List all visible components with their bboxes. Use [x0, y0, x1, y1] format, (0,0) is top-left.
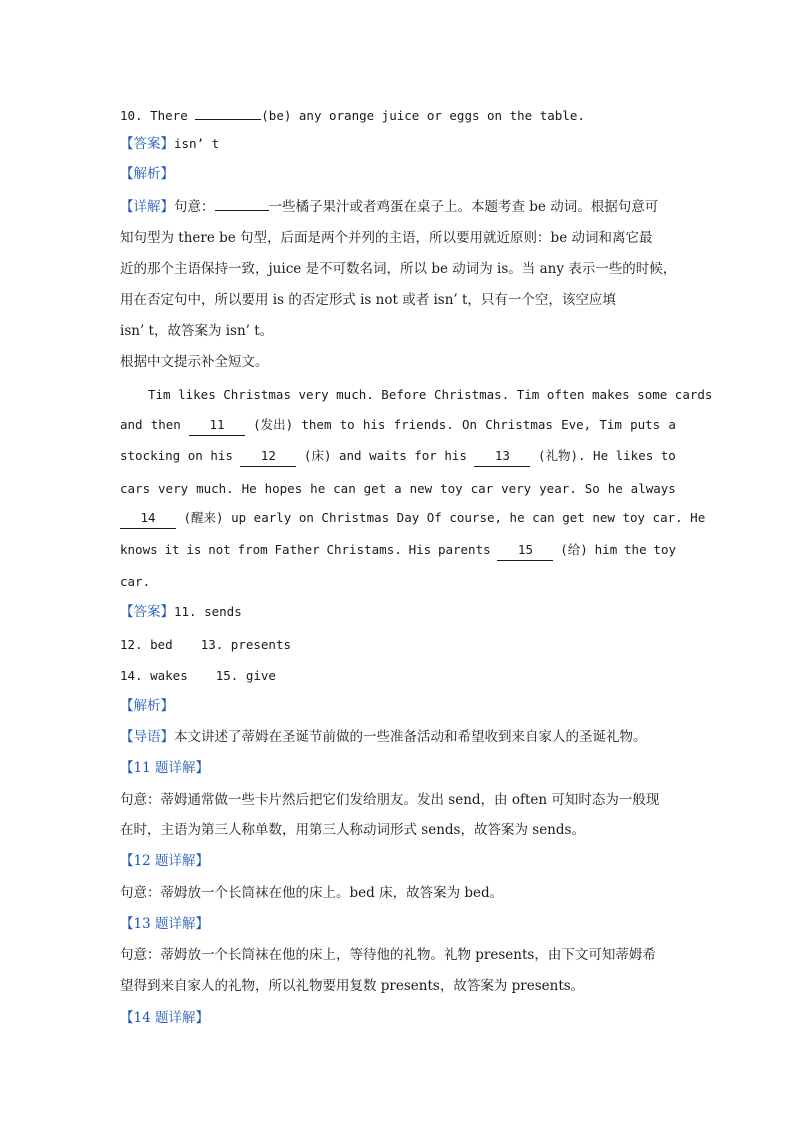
passage-line-2: [120, 415, 676, 436]
word: for: [414, 448, 437, 463]
word: He: [241, 481, 257, 496]
detail-14-tag: 【14 题详解】: [120, 1010, 209, 1026]
detail-11-line-1: 句意：蒂姆通常做一些卡片然后把它们发给朋友。发出 send，由 often 可知时态为一般现: [120, 792, 660, 808]
answer-line: [120, 134, 680, 154]
blank-14: 14: [120, 508, 176, 529]
word: to: [660, 448, 676, 463]
blank-13: 13: [474, 446, 530, 467]
word: can: [333, 481, 356, 496]
word: the: [624, 542, 647, 557]
question-10-prefix: 10. There: [120, 108, 196, 123]
answer-blank: [195, 105, 261, 120]
answers-line-2: [120, 635, 680, 655]
word: new: [409, 481, 433, 496]
analysis-tag: 【解析】: [120, 698, 174, 714]
word: not: [208, 542, 231, 557]
word: his: [210, 448, 233, 463]
word: cars: [120, 481, 151, 496]
detail-line-1: [120, 196, 680, 217]
answer-14: 14. wakes: [120, 668, 188, 683]
section-title: 根据中文提示补全短文。: [120, 354, 269, 370]
word: him: [594, 542, 618, 557]
guide-text: 本文讲述了蒂姆在圣诞节前做的一些准备活动和希望收到来自家人的圣诞礼物。: [174, 729, 647, 745]
detail-tag: 【详解】: [120, 199, 174, 215]
word: Tim: [599, 417, 622, 432]
answer-13: 13. presents: [200, 637, 291, 652]
word: to: [339, 417, 355, 432]
word: puts: [630, 417, 661, 432]
detail-13-line-2: 望得到来自家人的礼物，所以礼物要用复数 presents，故答案为 presents。: [120, 978, 585, 994]
detail-line-4: 用在否定句中，所以要用 is 的否定形式 is not 或者 isn’ t，只有一个空，该空应填: [120, 292, 616, 308]
passage-text: (醒来) up early on Christmas Day Of course, he can get new toy car. He: [183, 510, 706, 525]
word: Christmas: [485, 417, 553, 432]
passage-line-7: car.: [120, 574, 151, 589]
word: hopes: [264, 481, 303, 496]
detail-13-line-1: 句意：蒂姆放一个长筒袜在他的床上，等待他的礼物。礼物 presents，由下文可知蒂姆希: [120, 947, 656, 963]
word: Father: [274, 542, 320, 557]
word: His: [408, 542, 432, 557]
word: So: [584, 481, 600, 496]
passage-line-5: [120, 508, 706, 529]
detail-line-2: 知句型为 there be 句型，后面是两个并列的主语，所以要用就近原则：be 动词和离它最: [120, 230, 653, 246]
word: parents: [437, 542, 491, 557]
word: toy: [653, 542, 676, 557]
word: and: [120, 417, 143, 432]
blank-11: 11: [189, 415, 245, 436]
detail-text: 一些橘子果汁或者鸡蛋在桌子上。本题考查 be 动词。根据句意可: [268, 199, 659, 215]
guide-tag: 【导语】: [120, 729, 174, 745]
word: waits: [369, 448, 407, 463]
answer-tag: 【答案】: [120, 136, 174, 152]
detail-11-line-2: 在时，主语为第三人称单数，用第三人称动词形式 sends，故答案为 sends。: [120, 822, 585, 838]
word: on: [187, 448, 203, 463]
word: his: [444, 448, 467, 463]
passage-line-3: [120, 446, 676, 467]
detail-13-tag: 【13 题详解】: [120, 916, 209, 932]
word: always: [630, 481, 676, 496]
word: a: [668, 417, 676, 432]
word: and: [339, 448, 362, 463]
blank-12: 12: [240, 446, 296, 467]
word: (给): [560, 542, 588, 557]
word: it: [164, 542, 180, 557]
detail-blank: [215, 196, 269, 211]
answers-line-1: [120, 602, 680, 622]
word: Christams.: [326, 542, 402, 557]
word: car: [470, 481, 494, 496]
analysis-tag: 【解析】: [120, 166, 174, 182]
answer-tag: 【答案】: [120, 604, 174, 620]
detail-line-3: 近的那个主语保持一致，juice 是不可数名词，所以 be 动词为 is。当 any 表示一些的时候，: [120, 261, 677, 277]
passage-line-6: [120, 540, 676, 561]
detail-line-5: isn’ t，故答案为 isn’ t。: [120, 323, 274, 339]
word: is: [186, 542, 202, 557]
answer-value: isn’ t: [174, 136, 220, 151]
detail-12-line-1: 句意：蒂姆放一个长筒袜在他的床上。bed 床，故答案为 bed。: [120, 885, 504, 901]
word: from: [237, 542, 268, 557]
word: (床): [303, 448, 332, 463]
word: toy: [440, 481, 463, 496]
word: much.: [196, 481, 234, 496]
detail-text: 句意：: [174, 199, 215, 215]
word: Eve,: [561, 417, 592, 432]
passage-line-1: Tim likes Christmas very much. Before Christmas. Tim often makes some cards: [148, 387, 713, 402]
answer-15: 15. give: [215, 668, 276, 683]
word: then: [150, 417, 181, 432]
detail-12-tag: 【12 题详解】: [120, 853, 209, 869]
question-10-suffix: (be) any orange juice or eggs on the table.: [261, 108, 585, 123]
word: friends.: [393, 417, 454, 432]
word: very: [501, 481, 532, 496]
answers-line-3: [120, 666, 680, 686]
word: he: [607, 481, 623, 496]
word: (礼物).: [537, 448, 586, 463]
answer-12: 12. bed: [120, 637, 173, 652]
word: his: [362, 417, 386, 432]
word: He: [593, 448, 609, 463]
word: a: [394, 481, 402, 496]
word: year.: [539, 481, 577, 496]
passage-line-4: [120, 479, 676, 499]
word: On: [461, 417, 478, 432]
word: them: [301, 417, 332, 432]
word: stocking: [120, 448, 181, 463]
word: likes: [615, 448, 654, 463]
word: knows: [120, 542, 158, 557]
guide-line: [120, 727, 680, 747]
question-10: [120, 105, 680, 126]
word: he: [310, 481, 326, 496]
word: very: [158, 481, 189, 496]
word: get: [363, 481, 387, 496]
answer-11: 11. sends: [174, 604, 242, 619]
word: (发出): [253, 417, 294, 432]
blank-15: 15: [497, 540, 553, 561]
detail-11-tag: 【11 题详解】: [120, 760, 209, 776]
